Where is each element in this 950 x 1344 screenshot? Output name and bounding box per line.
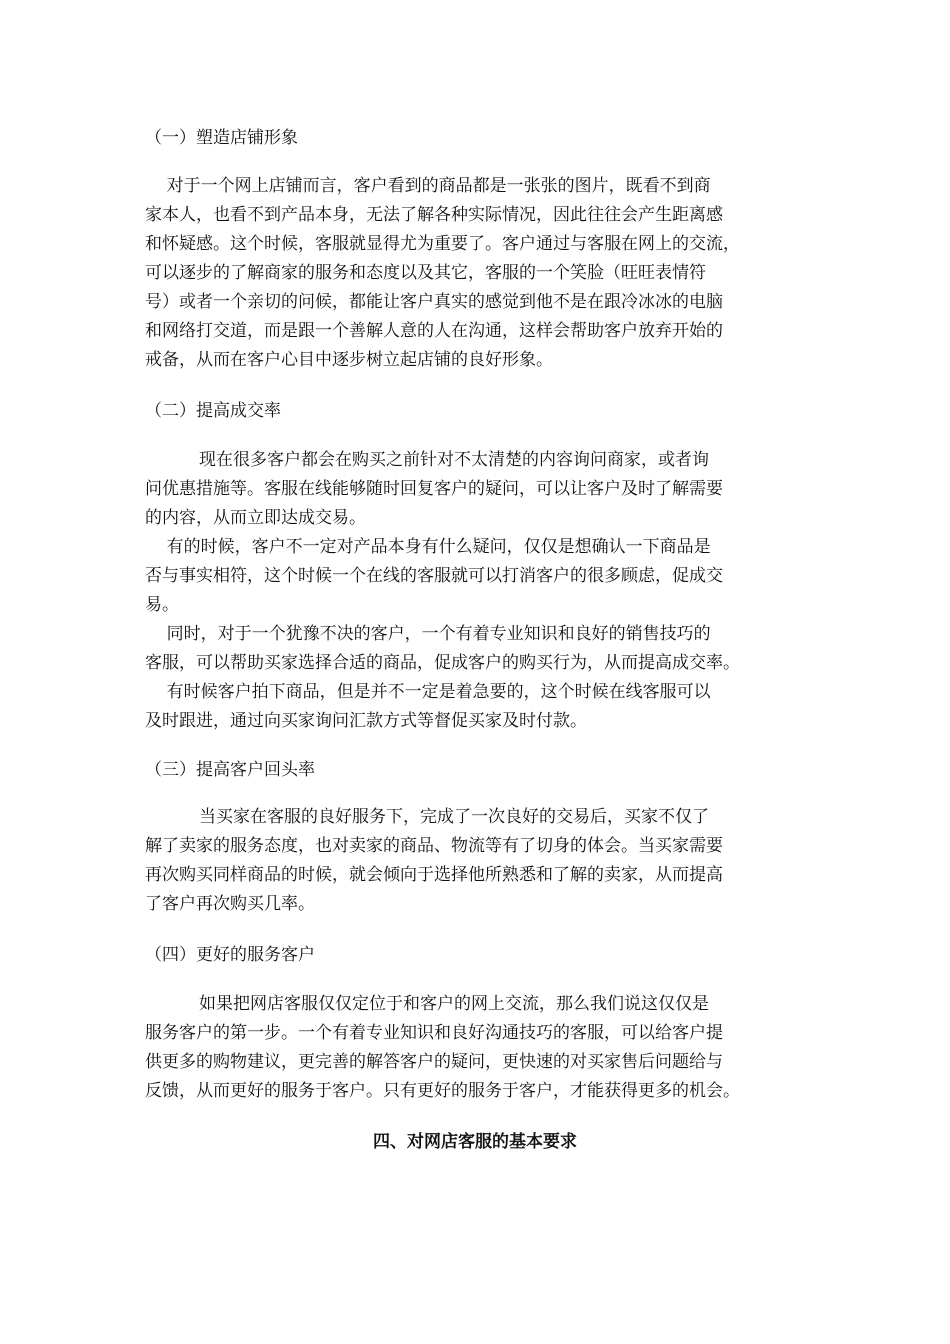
paragraph-line: 有时候客户拍下商品，但是并不一定是着急要的，这个时候在线客服可以 xyxy=(145,682,711,702)
paragraph-line: 可以逐步的了解商家的服务和态度以及其它，客服的一个笑脸（旺旺表情符 xyxy=(145,263,706,283)
paragraph-line: 戒备，从而在客户心目中逐步树立起店铺的良好形象。 xyxy=(145,350,553,370)
paragraph-line: 对于一个网上店铺而言，客户看到的商品都是一张张的图片，既看不到商 xyxy=(145,176,711,196)
section-heading-2: （二）提高成交率 xyxy=(145,401,281,421)
section-heading-3: （三）提高客户回头率 xyxy=(145,760,315,780)
paragraph-line: 和怀疑感。这个时候，客服就显得尤为重要了。客户通过与客服在网上的交流， xyxy=(145,234,740,254)
section-body-1 xyxy=(145,172,815,375)
paragraph-line: 当买家在客服的良好服务下，完成了一次良好的交易后，买家不仅了 xyxy=(145,807,710,827)
paragraph-line: 和网络打交道，而是跟一个善解人意的人在沟通，这样会帮助客户放弃开始的 xyxy=(145,321,723,341)
paragraph-line: 了客户再次购买几率。 xyxy=(145,894,315,914)
paragraph-line: 号）或者一个亲切的问候，都能让客户真实的感觉到他不是在跟冷冰冰的电脑 xyxy=(145,292,723,312)
paragraph-line: 及时跟进，通过向买家询问汇款方式等督促买家及时付款。 xyxy=(145,711,587,731)
paragraph-line: 服务客户的第一步。一个有着专业知识和良好沟通技巧的客服，可以给客户提 xyxy=(145,1023,723,1043)
paragraph-line: 同时，对于一个犹豫不决的客户，一个有着专业知识和良好的销售技巧的 xyxy=(145,624,711,644)
section-body-3 xyxy=(145,803,815,919)
paragraph-line: 有的时候，客户不一定对产品本身有什么疑问，仅仅是想确认一下商品是 xyxy=(145,537,711,557)
paragraph-line: 如果把网店客服仅仅定位于和客户的网上交流，那么我们说这仅仅是 xyxy=(145,994,710,1014)
section-heading-1: （一）塑造店铺形象 xyxy=(145,128,298,148)
paragraph-line: 家本人，也看不到产品本身，无法了解各种实际情况，因此往往会产生距离感 xyxy=(145,205,723,225)
paragraph-line: 的内容，从而立即达成交易。 xyxy=(145,508,366,528)
paragraph-line: 反馈，从而更好的服务于客户。只有更好的服务于客户，才能获得更多的机会。 xyxy=(145,1081,740,1101)
paragraph-line: 供更多的购物建议，更完善的解答客户的疑问，更快速的对买家售后问题给与 xyxy=(145,1052,723,1072)
paragraph-line: 再次购买同样商品的时候，就会倾向于选择他所熟悉和了解的卖家，从而提高 xyxy=(145,865,723,885)
paragraph-line: 客服，可以帮助买家选择合适的商品，促成客户的购买行为，从而提高成交率。 xyxy=(145,653,740,673)
paragraph-line: 现在很多客户都会在购买之前针对不太清楚的内容询问商家，或者询 xyxy=(145,450,710,470)
section-body-4 xyxy=(145,990,815,1106)
paragraph-line: 否与事实相符，这个时候一个在线的客服就可以打消客户的很多顾虑，促成交 xyxy=(145,566,723,586)
paragraph-line: 解了卖家的服务态度，也对卖家的商品、物流等有了切身的体会。当买家需要 xyxy=(145,836,723,856)
section-heading-4: （四）更好的服务客户 xyxy=(145,945,315,965)
paragraph-line: 问优惠措施等。客服在线能够随时回复客户的疑问，可以让客户及时了解需要 xyxy=(145,479,723,499)
paragraph-line: 易。 xyxy=(145,595,179,615)
section-body-2 xyxy=(145,446,815,736)
chapter-heading: 四、对网店客服的基本要求 xyxy=(373,1132,577,1152)
